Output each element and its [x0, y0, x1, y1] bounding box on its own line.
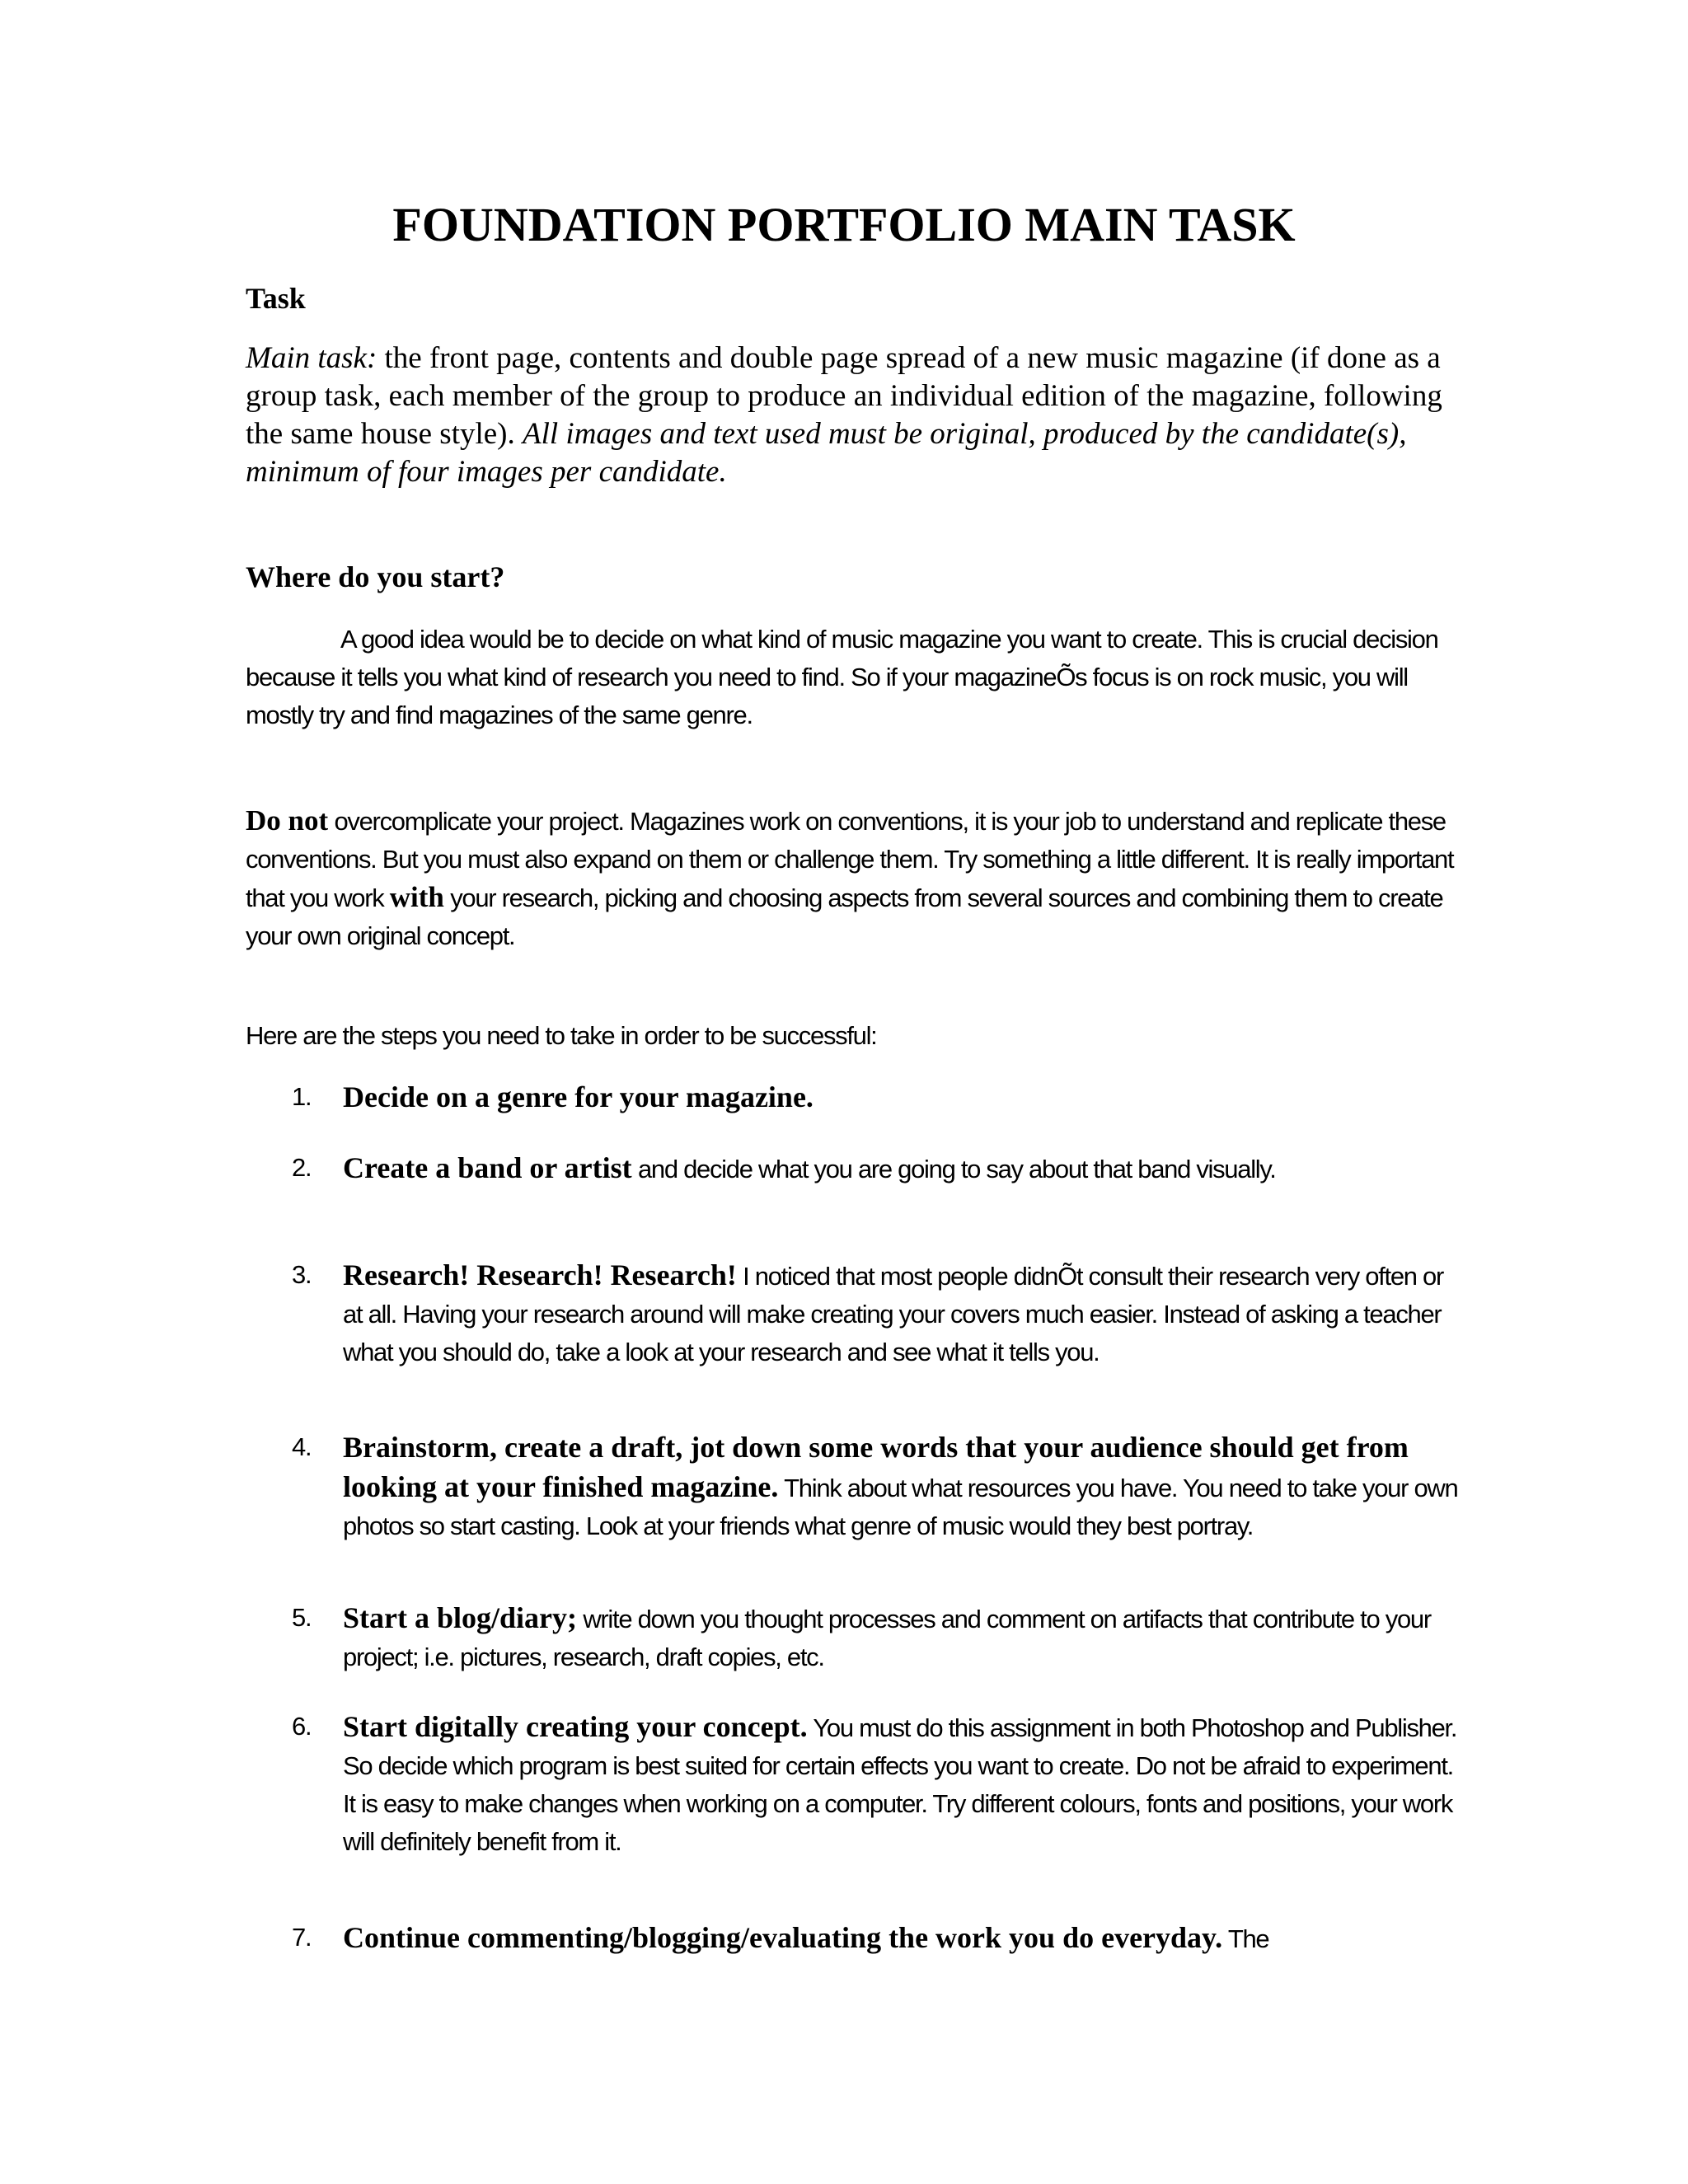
step-number: 2.: [292, 1153, 312, 1182]
step-number: 7.: [292, 1923, 312, 1952]
task-heading: Task: [246, 282, 306, 315]
do-not-lead: Do not: [246, 804, 329, 837]
step-text: and decide what you are going to say about that band visually.: [631, 1155, 1276, 1183]
step-number: 1.: [292, 1082, 312, 1111]
step-item: [292, 1149, 1462, 1188]
step-bold: Create a band or artist: [343, 1151, 632, 1184]
step-item: [292, 1599, 1462, 1676]
step-bold: Start a blog/diary;: [343, 1601, 577, 1634]
step-text: I noticed that most people didnÕt consult their research very often or at all. Having your research around will make creating your covers much easier. Instead of asking a teacher what you should do, take a look at your research and see what it tells you.: [343, 1262, 1443, 1366]
step-text: Think about what resources you have. You need to take your own photos so start casting. Look at your friends what genre of music would they best portray.: [343, 1474, 1458, 1540]
step-item: [292, 1428, 1462, 1545]
step-bold: Continue commenting/blogging/evaluating the work you do everyday.: [343, 1921, 1223, 1954]
main-task-label: Main task:: [246, 341, 377, 375]
step-item: [292, 1919, 1462, 1958]
step-text: You must do this assignment in both Photoshop and Publisher. So decide which program is best suited for certain effects you want to create. Do not be afraid to experiment. It is easy to make changes when working on a computer. Try different colours, fonts and positions, your work will definitely benefit from it.: [343, 1713, 1457, 1856]
main-task-text: the front page, contents and double page spread of a new music magazine (if done as a group task, each member of the group to produce an individual edition of the magazine, following the same house style).: [246, 341, 1442, 451]
step-item: [292, 1256, 1462, 1371]
step-bold: Start digitally creating your concept.: [343, 1710, 808, 1743]
step-number: 6.: [292, 1712, 312, 1741]
do-not-paragraph: [246, 802, 1457, 955]
steps-intro: Here are the steps you need to take in order to be successful:: [246, 1021, 877, 1050]
do-not-text-b: your research, picking and choosing aspects from several sources and combining them to create your own original concept.: [246, 883, 1443, 950]
main-task-italic-note: All images and text used must be original, produced by the candidate(s), minimum of four images per candidate.: [246, 417, 1407, 489]
step-item: [292, 1078, 1462, 1118]
step-number: 5.: [292, 1603, 312, 1632]
step-text: write down you thought processes and comment on artifacts that contribute to your project; i.e. pictures, research, draft copies, etc.: [343, 1605, 1431, 1671]
do-not-text-a: overcomplicate your project. Magazines work on conventions, it is your job to understand and replicate these conventions. But you must also expand on them or challenge them. Try something a little different. It is really important that you work: [246, 807, 1454, 912]
main-task-paragraph: [246, 340, 1449, 491]
step-number: 4.: [292, 1432, 312, 1461]
step-text: The: [1222, 1924, 1269, 1953]
step-number: 3.: [292, 1260, 312, 1289]
step-item: [292, 1708, 1462, 1861]
start-paragraph: A good idea would be to decide on what kind of music magazine you want to create. This is crucial decision because it tells you what kind of research you need to find. So if your magazineÕs focus is on rock music, you will mostly try and find magazines of the same genre.: [246, 625, 1438, 729]
step-bold: Research! Research! Research!: [343, 1258, 737, 1291]
step-bold: Decide on a genre for your magazine.: [343, 1080, 814, 1113]
step-bold: Brainstorm, create a draft, jot down some words that your audience should get from looking at your finished magazine.: [343, 1431, 1409, 1503]
start-heading: Where do you start?: [246, 560, 505, 593]
page-title: FOUNDATION PORTFOLIO MAIN TASK: [392, 198, 1296, 251]
with-word: with: [389, 881, 444, 913]
